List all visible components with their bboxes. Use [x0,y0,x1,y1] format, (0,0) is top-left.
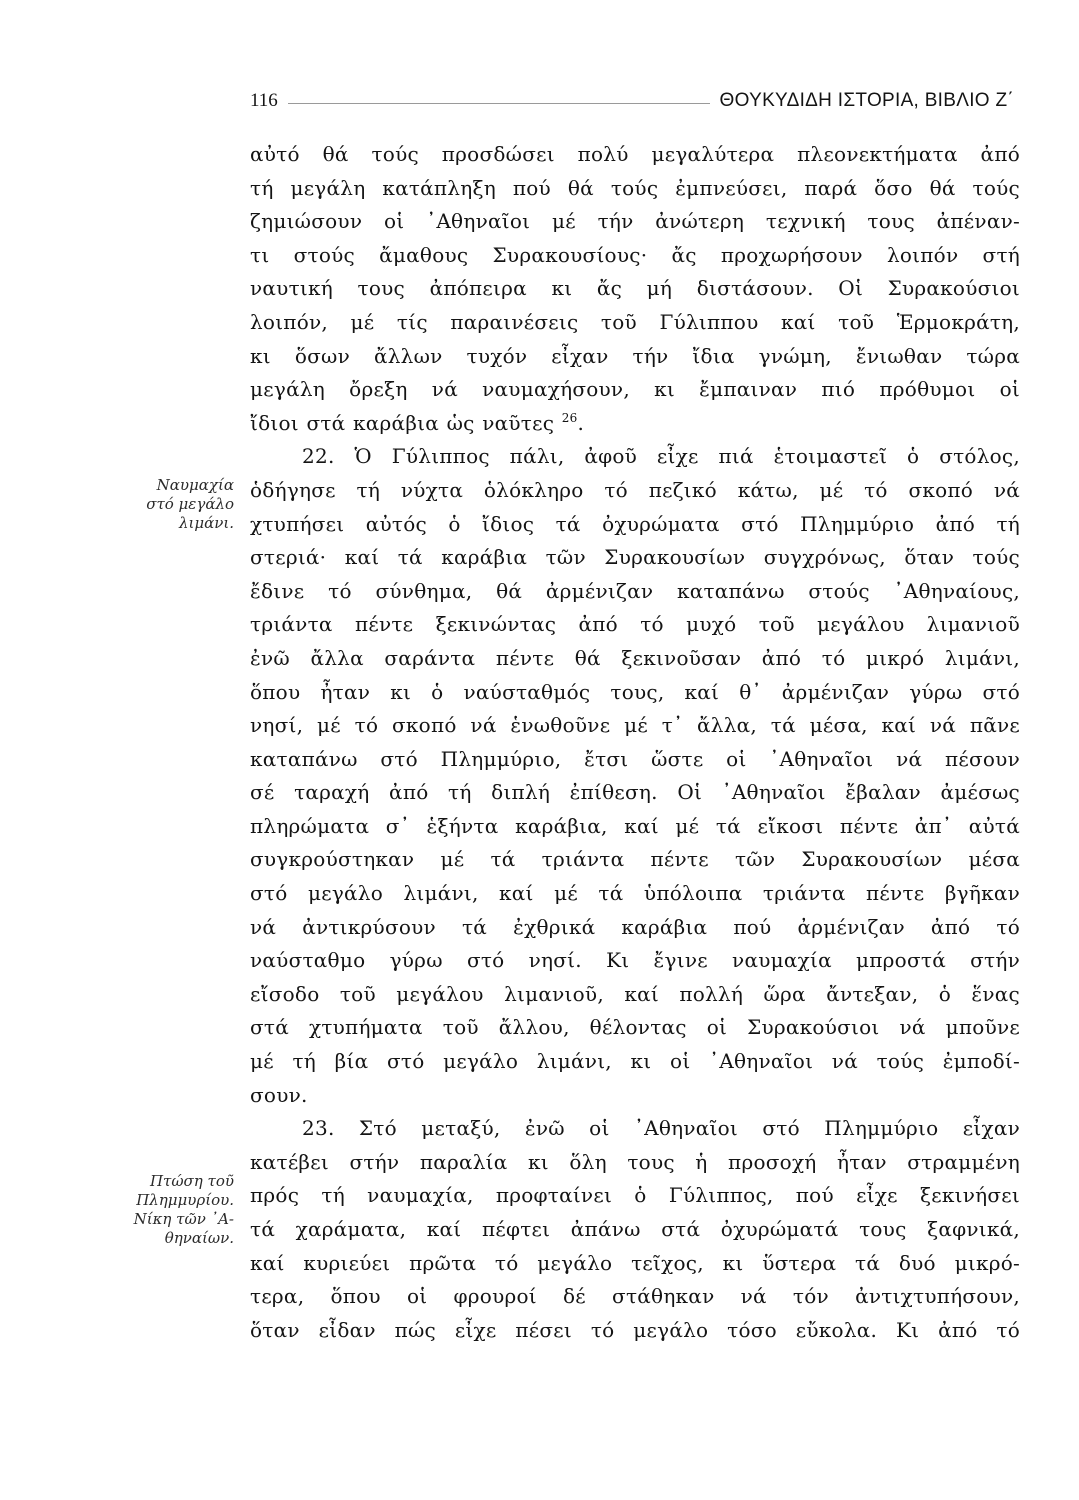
margin-note-naval-battle [84,476,234,533]
text-line: καί κυριεύει πρῶτα τό μεγάλο τεῖχος, κι ὕστερα τά δυό μικρό- [250,1250,1020,1275]
text-line: κατέβει στήν παραλία κι ὅλη τους ἡ προσοχή ἦταν στραμμένη [250,1149,1020,1174]
running-title: ΘΟΥΚΥΔΙΔΗ ΙΣΤΟΡΙΑ, ΒΙΒΛΙΟ Ζ΄ [719,90,1014,111]
text-line: καταπάνω στό Πλημμύριο, ἔτσι ὥστε οἱ ᾿Αθηναῖοι νά πέσουν [250,746,1020,771]
header-rule [288,103,710,104]
text-line: πληρώματα σ᾿ ἑξήντα καράβια, καί μέ τά εἴκοσι πέντε ἀπ᾿ αὐτά [250,813,1020,838]
text-line: ἐνῶ ἄλλα σαράντα πέντε θά ξεκινοῦσαν ἀπό τό μικρό λιμάνι, [250,645,1020,670]
text-line: ἔδινε τό σύνθημα, θά ἀρμένιζαν καταπάνω στούς ᾿Αθηναίους, [250,578,1020,603]
text-line: τριάντα πέντε ξεκινώντας ἀπό τό μυχό τοῦ μεγάλου λιμανιοῦ [250,612,1020,637]
text-line: ὁδήγησε τή νύχτα ὁλόκληρο τό πεζικό κάτω, μέ τό σκοπό νά [250,477,1020,502]
text-span: . [577,410,585,435]
text-line: τή μεγάλη κατάπληξη πού θά τούς ἐμπνεύσει, παρά ὅσο θά τούς [250,175,1020,200]
margin-note-line: λιμάνι. [178,514,234,532]
text-line: ναυτική τους ἀπόπειρα κι ἄς μή διστάσουν. Οἱ Συρακούσιοι [250,276,1020,301]
text-line: ὅταν εἶδαν πώς εἶχε πέσει τό μεγάλο τόσο εὔκολα. Κι ἀπό τό [250,1317,1020,1342]
text-line: αὐτό θά τούς προσδώσει πολύ μεγαλύτερα πλεονεκτήματα ἀπό [250,142,1020,166]
text-line: χτυπήσει αὐτός ὁ ἴδιος τά ὀχυρώματα στό Πλημμύριο ἀπό τή [250,511,1020,536]
text-span: ἴδιοι στά καράβια ὡς ναῦτες [250,410,555,435]
footnote-reference: 26 [561,410,578,425]
paragraph-start-22: 22. Ὁ Γύλιππος πάλι, ἀφοῦ εἶχε πιά ἑτοιμαστεῖ ὁ στόλος, [302,444,1020,469]
text-line: μεγάλη ὄρεξη νά ναυμαχήσουν, κι ἔμπαιναν πιό πρόθυμοι οἱ [250,377,1020,402]
margin-note-line: Νίκη τῶν ᾿Α- [133,1210,234,1228]
body-text [250,138,1020,1347]
text-line: ναύσταθμο γύρω στό νησί. Κι ἔγινε ναυμαχία μπροστά στήν [250,948,1020,973]
text-line: στά χτυπήματα τοῦ ἄλλου, θέλοντας οἱ Συρακούσιοι νά μποῦνε [250,1015,1020,1040]
text-line: ὅπου ἦταν κι ὁ ναύσταθμός τους, καί θ᾿ ἀρμένιζαν γύρω στό [250,679,1020,704]
margin-note-line: θηναίων. [164,1229,234,1247]
text-line: τι στούς ἄμαθους Συρακουσίους· ἄς προχωρήσουν λοιπόν στή [250,242,1020,267]
text-line: μέ τή βία στό μεγάλο λιμάνι, κι οἱ ᾿Αθηναῖοι νά τούς ἐμποδί- [250,1049,1020,1074]
text-line: στό μεγάλο λιμάνι, καί μέ τά ὑπόλοιπα τριάντα πέντε βγῆκαν [250,881,1020,906]
text-line: ζημιώσουν οἱ ᾿Αθηναῖοι μέ τήν ἀνώτερη τεχνική τους ἀπέναν- [250,209,1020,234]
text-line: τερα, ὅπου οἱ φρουροί δέ στάθηκαν νά τόν ἀντιχτυπήσουν, [250,1284,1020,1309]
margin-note-fall-of-plemmyrion [84,1172,234,1248]
text-line: νησί, μέ τό σκοπό νά ἑνωθοῦνε μέ τ᾿ ἄλλα, τά μέσα, καί νά πᾶνε [250,713,1020,738]
text-line: σέ ταραχή ἀπό τή διπλή ἐπίθεση. Οἱ ᾿Αθηναῖοι ἔβαλαν ἀμέσως [250,780,1020,805]
text-line: σουν. [250,1082,308,1107]
margin-note-line: Ναυμαχία [156,476,234,494]
margin-note-line: Πλημμυρίου. [136,1191,234,1209]
running-head [250,86,1014,116]
margin-note-line: Πτώση τοῦ [149,1172,234,1190]
text-line: νά ἀντικρύσουν τά ἐχθρικά καράβια πού ἀρμένιζαν ἀπό τό [250,914,1020,939]
text-line: πρός τή ναυμαχία, προφταίνει ὁ Γύλιππος, πού εἶχε ξεκινήσει [250,1183,1020,1208]
paragraph-start-23: 23. Στό μεταξύ, ἐνῶ οἱ ᾿Αθηναῖοι στό Πλημμύριο εἶχαν [302,1116,1020,1141]
text-line-with-footnote [250,407,1020,441]
page-number: 116 [250,90,278,111]
text-line: κι ὅσων ἄλλων τυχόν εἶχαν τήν ἴδια γνώμη, ἔνιωθαν τώρα [250,343,1020,368]
text-line: λοιπόν, μέ τίς παραινέσεις τοῦ Γύλιππου καί τοῦ Ἑρμοκράτη, [250,309,1020,334]
text-line: τά χαράματα, καί πέφτει ἀπάνω στά ὀχυρώματά τους ξαφνικά, [250,1217,1020,1241]
text-line: εἴσοδο τοῦ μεγάλου λιμανιοῦ, καί πολλή ὥρα ἄντεξαν, ὁ ἕνας [250,981,1020,1006]
text-line: στεριά· καί τά καράβια τῶν Συρακουσίων συγχρόνως, ὅταν τούς [250,545,1020,570]
text-line: συγκρούστηκαν μέ τά τριάντα πέντε τῶν Συρακουσίων μέσα [250,847,1020,872]
margin-note-line: στό μεγάλο [146,495,234,513]
